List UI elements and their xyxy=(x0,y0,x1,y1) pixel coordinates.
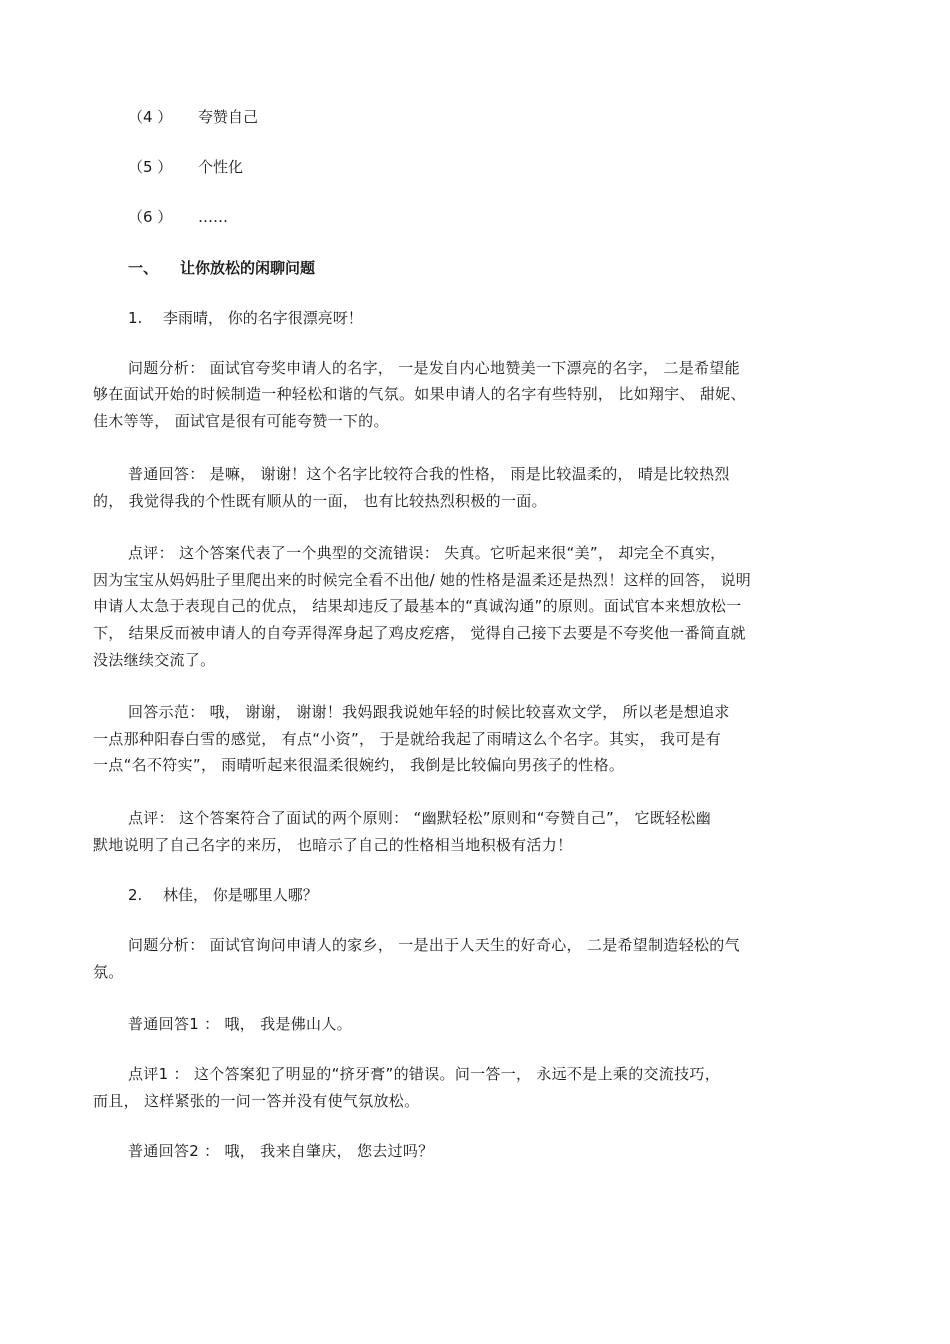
list-item-number: （4 ） xyxy=(128,108,173,126)
paragraph-line: 一点“名不符实”， 雨晴听起来很温柔很婉约， 我倒是比较偏向男孩子的性格。 xyxy=(93,756,625,774)
paragraph-line: 普通回答： 是嘛， 谢谢！这个名字比较符合我的性格， 雨是比较温柔的， 晴是比较热烈 xyxy=(128,465,730,483)
paragraph-line: 下， 结果反而被申请人的自夸弄得浑身起了鸡皮疙瘩， 觉得自己接下去要是不夸奖他一番简直就 xyxy=(93,624,746,642)
section-heading-number: 一、 xyxy=(128,259,159,277)
question-number: 1. xyxy=(128,309,143,327)
list-item-text: 个性化 xyxy=(198,158,244,176)
paragraph-line: 没法继续交流了。 xyxy=(93,651,216,669)
list-item-number: （6 ） xyxy=(128,208,173,226)
list-item-text: …… xyxy=(198,208,228,226)
paragraph-line: 一点那种阳春白雪的感觉， 有点“小资”， 于是就给我起了雨晴这么个名字。其实， 我可是有 xyxy=(93,730,722,748)
paragraph-line: 普通回答2 ： 哦， 我来自肇庆， 您去过吗？ xyxy=(128,1142,434,1160)
question-text: 李雨晴， 你的名字很漂亮呀！ xyxy=(163,309,363,327)
paragraph-line: 普通回答1 ： 哦， 我是佛山人。 xyxy=(128,1015,352,1033)
paragraph-line: 而且， 这样紧张的一问一答并没有使气氛放松。 xyxy=(93,1092,420,1110)
paragraph-line: 问题分析： 面试官夸奖申请人的名字， 一是发自内心地赞美一下漂亮的名字， 二是希望能 xyxy=(128,359,740,377)
paragraph-line: 佳木等等， 面试官是很有可能夸赞一下的。 xyxy=(93,412,389,430)
question-text: 林佳， 你是哪里人哪？ xyxy=(163,886,318,904)
paragraph-line: 的， 我觉得我的个性既有顺从的一面， 也有比较热烈积极的一面。 xyxy=(93,492,547,510)
paragraph-line: 氛。 xyxy=(93,963,124,981)
list-item-number: （5 ） xyxy=(128,158,173,176)
list-item-text: 夸赞自己 xyxy=(198,108,259,126)
paragraph-line: 回答示范： 哦， 谢谢， 谢谢！我妈跟我说她年轻的时候比较喜欢文学， 所以老是想追求 xyxy=(128,703,730,721)
section-heading-text: 让你放松的闲聊问题 xyxy=(180,259,316,277)
paragraph-line: 够在面试开始的时候制造一种轻松和谐的气氛。如果申请人的名字有些特别， 比如翔宇、 甜妮、 xyxy=(93,385,746,403)
paragraph-line: 点评： 这个答案代表了一个典型的交流错误： 失真。它听起来很“美”， 却完全不真实， xyxy=(128,544,726,562)
paragraph-line: 因为宝宝从妈妈肚子里爬出来的时候完全看不出他/ 她的性格是温柔还是热烈！这样的回答， 说明 xyxy=(93,571,752,589)
paragraph-line: 默地说明了自己名字的来历， 也暗示了自己的性格相当地积极有活力！ xyxy=(93,836,573,854)
paragraph-line: 问题分析： 面试官询问申请人的家乡， 一是出于人天生的好奇心， 二是希望制造轻松的气 xyxy=(128,936,740,954)
paragraph-line: 点评1 ： 这个答案犯了明显的“挤牙膏”的错误。问一答一， 永远不是上乘的交流技巧， xyxy=(128,1065,720,1083)
paragraph-line: 点评： 这个答案符合了面试的两个原则： “幽默轻松”原则和“夸赞自己”， 它既轻松幽 xyxy=(128,809,711,827)
paragraph-line: 申请人太急于表现自己的优点， 结果却违反了最基本的“真诚沟通”的原则。面试官本来想放松一 xyxy=(93,597,742,615)
question-number: 2. xyxy=(128,886,143,904)
